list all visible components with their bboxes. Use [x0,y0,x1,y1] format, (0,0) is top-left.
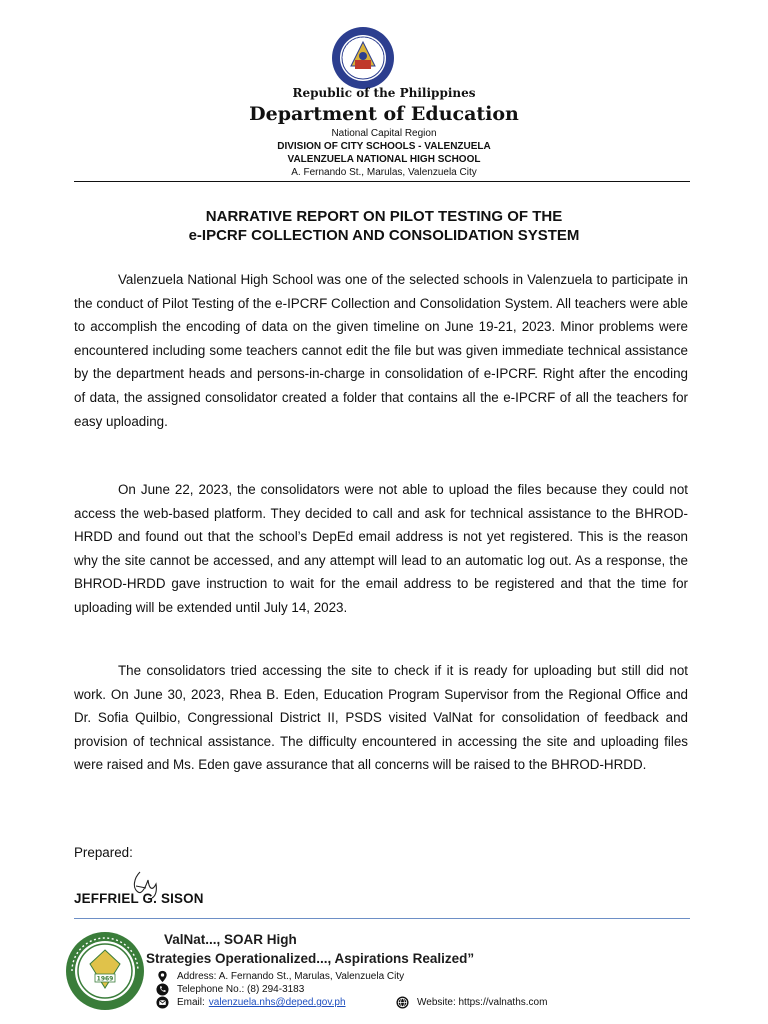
footer-email [156,996,346,1009]
footer-email-link[interactable]: valenzuela.nhs@deped.gov.ph [208,997,346,1008]
motto-line2: Strategies Operationalized..., Aspirations Realized” [146,951,475,966]
body-paragraph-2: On June 22, 2023, the consolidators were not able to upload the files because they could not access the web-based platform. They decided to call and ask for technical assistance to the BHROD-HRDD and found out that the school’s DepEd email address is not yet registered. This is the reason why the site cannot be accessed, and any attempt will lead to an automatic log out. As a response, the BHROD-HRDD gave instruction to wait for the email address to be registered and that the time for uploading will be extended until July 14, 2023. [74,482,688,615]
region-line: National Capital Region [331,128,437,139]
school-line: VALENZUELA NATIONAL HIGH SCHOOL [287,154,481,165]
footer-address [156,970,404,983]
email-icon [156,996,169,1009]
footer-telephone [156,983,304,996]
signer-name: JEFFRIEL G. SISON [74,891,204,906]
prepared-label: Prepared: [74,845,133,860]
motto-line1: ValNat..., SOAR High [164,932,297,947]
body-paragraph-1: Valenzuela National High School was one of the selected schools in Valenzuela to participate in the conduct of Pilot Testing of the e-IPCRF Collection and Consolidation System. All teachers were able to accomplish the encoding of data on the given timeline on June 19-21, 2023. Minor problems were encountered including some teachers cannot edit the file but was given immediate technical assistance by the department heads and persons-in-charge in consolidation of e-IPCRF. Right after the encoding of data, the assigned consolidator created a folder that contains all the e-IPCRF of all the teachers for easy uploading. [74,272,688,429]
division-line: DIVISION OF CITY SCHOOLS - VALENZUELA [277,141,491,152]
republic-heading: Republic of the Philippines [292,86,476,100]
school-address-line: A. Fernando St., Marulas, Valenzuela City [291,167,477,178]
footer-divider [74,918,690,919]
globe-icon [396,996,409,1009]
location-icon [156,970,169,983]
footer-address-text: Address: A. Fernando St., Marulas, Valenzuela City [177,971,405,982]
logo-year: 1969 [96,975,114,983]
footer-telephone-text: Telephone No.: (8) 294-3183 [177,984,305,995]
phone-icon [156,983,169,996]
department-heading: Department of Education [249,103,519,125]
header-divider [74,181,690,182]
deped-seal-icon [331,26,395,90]
school-logo-icon [64,930,146,1012]
body-paragraph-3: The consolidators tried accessing the site to check if it is ready for uploading but still did not work. On June 30, 2023, Rhea B. Eden, Education Program Supervisor from the Regional Office and Dr. Sofia Quilbio, Congressional District II, PSDS visited ValNat for consolidation of feedback and provision of technical assistance. The difficulty encountered in accessing the site and uploading files were raised and Ms. Eden gave assurance that all concerns will be raised to the BHROD-HRDD. [74,663,688,773]
footer-website [396,996,547,1009]
footer-email-label: Email: [177,997,205,1008]
footer-website-text[interactable]: Website: https://valnaths.com [417,997,548,1008]
report-title-line1: NARRATIVE REPORT ON PILOT TESTING OF THE [205,208,563,225]
report-title-line2: e-IPCRF COLLECTION AND CONSOLIDATION SYSTEM [188,227,580,244]
